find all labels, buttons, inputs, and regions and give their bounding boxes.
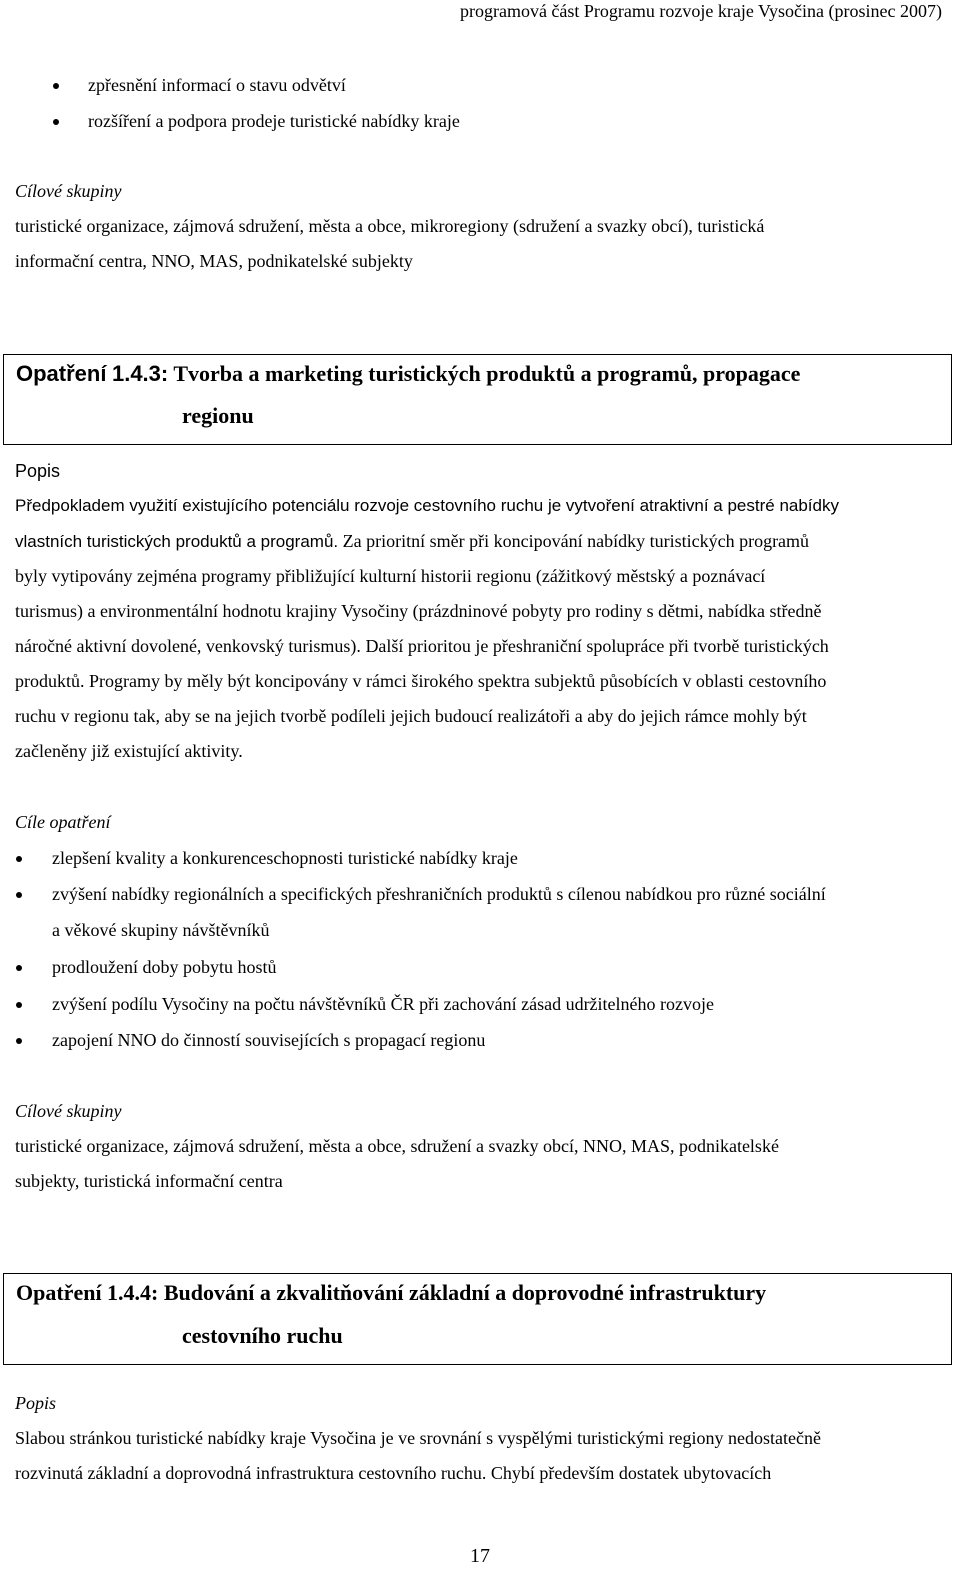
section-heading: Popis bbox=[15, 1393, 57, 1413]
bullet-dot bbox=[16, 856, 22, 862]
bullet-item-continuation: a věkové skupiny návštěvníků bbox=[52, 920, 270, 940]
measure-title-box bbox=[3, 1273, 952, 1365]
section-heading: Cílové skupiny bbox=[15, 1101, 122, 1121]
section-heading: Cíle opatření bbox=[15, 812, 111, 832]
bullet-dot bbox=[53, 83, 59, 89]
section-heading: Cílové skupiny bbox=[15, 181, 122, 201]
paragraph-line: vlastních turistických produktů a programů. Za prioritní směr při koncipování nabídky turistických programů bbox=[15, 531, 810, 551]
measure-title-line-2: cestovního ruchu bbox=[182, 1323, 343, 1348]
bullet-item: zvýšení podílu Vysočiny na počtu návštěvníků ČR při zachování zásad udržitelného rozvoje bbox=[52, 994, 715, 1014]
page-header: programová část Programu rozvoje kraje Vysočina (prosinec 2007) bbox=[459, 1, 942, 21]
page-number: 17 bbox=[470, 1545, 490, 1567]
bullet-dot bbox=[16, 1038, 22, 1044]
bullet-dot bbox=[16, 892, 22, 898]
section-heading: Popis bbox=[15, 461, 61, 481]
bullet-item: zpřesnění informací o stavu odvětví bbox=[88, 75, 346, 95]
bullet-dot bbox=[16, 965, 22, 971]
paragraph-line: turismus) a environmentální hodnotu krajiny Vysočiny (prázdninové pobyty pro rodiny s dětmi, nabídka středně bbox=[15, 601, 822, 621]
bullet-item: zapojení NNO do činností souvisejících s propagací regionu bbox=[52, 1030, 486, 1050]
measure-title-line-1: Opatření 1.4.3: Tvorba a marketing turistických produktů a programů, propagace bbox=[16, 361, 801, 386]
paragraph-line: Slabou stránkou turistické nabídky kraje Vysočina je ve srovnání s vyspělými turistickými regiony nedostatečně bbox=[15, 1428, 822, 1448]
paragraph-line: Předpokladem využití existujícího potenciálu rozvoje cestovního ruchu je vytvoření atraktivní a pestré nabídky bbox=[15, 496, 839, 515]
paragraph-line: subjekty, turistická informační centra bbox=[15, 1171, 283, 1191]
bullet-item: zlepšení kvality a konkurenceschopnosti turistické nabídky kraje bbox=[52, 848, 518, 868]
paragraph-line: byly vytipovány zejména programy přibližující kulturní historii regionu (zážitkový městský a poznávací bbox=[15, 566, 766, 586]
bullet-dot bbox=[16, 1002, 22, 1008]
paragraph-line: turistické organizace, zájmová sdružení, města a obce, mikroregiony (sdružení a svazky obcí), turistická bbox=[15, 216, 765, 236]
paragraph-line: ruchu v regionu tak, aby se na jejich tvorbě podíleli jejich budoucí realizátoři a aby do jejich rámce mohly být bbox=[15, 706, 807, 726]
measure-title-line-1: Opatření 1.4.4: Budování a zkvalitňování základní a doprovodné infrastruktury bbox=[16, 1280, 767, 1305]
paragraph-line: začleněny již existující aktivity. bbox=[15, 741, 243, 761]
bullet-item: prodloužení doby pobytu hostů bbox=[52, 957, 277, 977]
paragraph-line: informační centra, NNO, MAS, podnikatelské subjekty bbox=[15, 251, 413, 271]
bullet-item: zvýšení nabídky regionálních a specifických přeshraničních produktů s cílenou nabídkou pro různé sociální bbox=[52, 884, 826, 904]
measure-title-box bbox=[3, 354, 952, 445]
paragraph-line: náročné aktivní dovolené, venkovský turismus). Další prioritou je přeshraniční spolupráce při tvorbě turistických bbox=[15, 636, 829, 656]
paragraph-line: produktů. Programy by měly být koncipovány v rámci širokého spektra subjektů působících v oblasti cestovního bbox=[15, 671, 827, 691]
paragraph-line: rozvinutá základní a doprovodná infrastruktura cestovního ruchu. Chybí především dostatek ubytovacích bbox=[15, 1463, 772, 1483]
paragraph-line: turistické organizace, zájmová sdružení, města a obce, sdružení a svazky obcí, NNO, MAS, podnikatelské bbox=[15, 1136, 779, 1156]
bullet-item: rozšíření a podpora prodeje turistické nabídky kraje bbox=[88, 111, 460, 131]
measure-title-line-2: regionu bbox=[182, 403, 254, 428]
bullet-dot bbox=[53, 119, 59, 125]
